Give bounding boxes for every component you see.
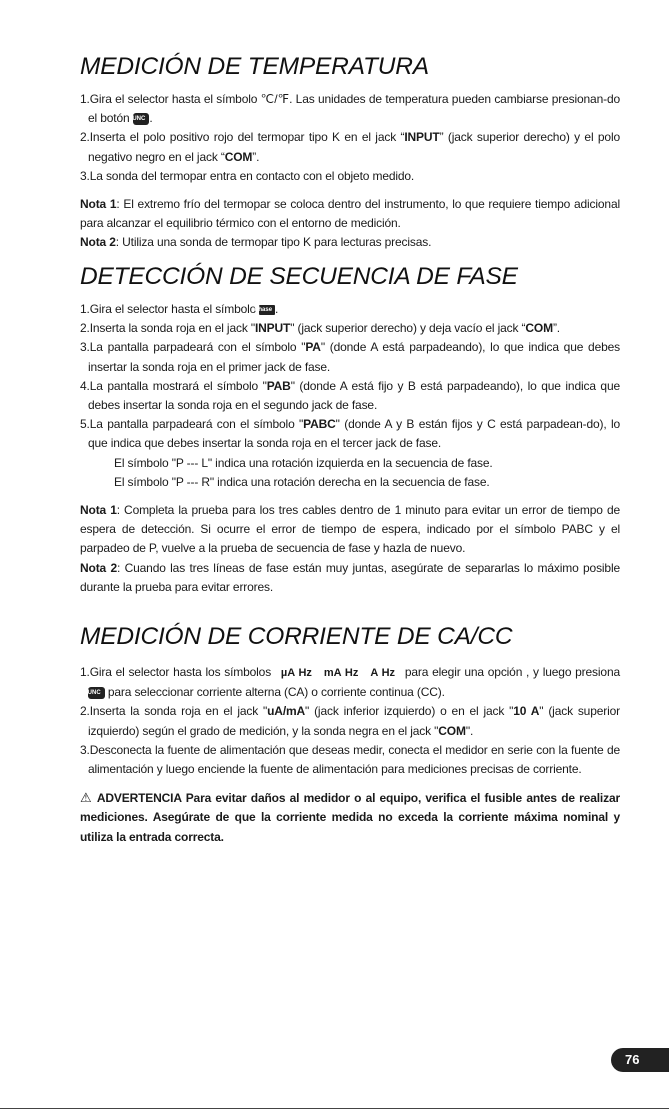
temp-step-3: 3.La sonda del termopar entra en contacto con el objeto medido.	[80, 168, 415, 183]
temp-note-2: Nota 2: Utiliza una sonda de termopar tipo K para lecturas precisas.	[80, 235, 432, 250]
func-button-icon: FUNC	[133, 113, 150, 125]
section-current	[80, 663, 620, 847]
amp-symbol-icon: A Hz	[370, 667, 396, 679]
phase-step-4: 4.La pantalla mostrará el símbolo "PAB" (donde A está fijo y B está parpadeando), lo que indica que debes insertar la sonda roja en el segundo jack de fase.	[80, 378, 620, 413]
current-step-3: 3.Desconecta la fuente de alimentación que deseas medir, conecta el medidor en serie con la fuente de alimentación y luego enciende la fuente de alimentación para mediciones precisas de corriente.	[80, 742, 620, 777]
milliamp-symbol-icon: mA Hz	[323, 667, 359, 679]
phase-symbol-icon: Phase	[259, 305, 275, 315]
phase-info-right: El símbolo "P --- R" indica una rotación derecha en la secuencia de fase.	[114, 474, 490, 489]
phase-note-2: Nota 2: Cuando las tres líneas de fase están muy juntas, asegúrate de separarlas lo máximo posible durante la prueba para evitar errores.	[80, 560, 620, 594]
footer-divider	[0, 1108, 669, 1109]
phase-step-3: 3.La pantalla parpadeará con el símbolo "PA" (donde A está parpadeando), lo que indica que debes insertar la sonda roja en el primer jack de fase.	[80, 340, 620, 374]
temp-step-1: 1.Gira el selector hasta el símbolo ℃/℉. Las unidades de temperatura pueden cambiarse presionan-do el botón FUNC .	[80, 92, 620, 126]
section-phase-sequence	[80, 300, 620, 597]
temp-step-2: 2.Inserta el polo positivo rojo del termopar tipo K en el jack “INPUT” (jack superior derecho) y el polo negativo negro en el jack “COM”.	[80, 130, 620, 164]
phase-note-1: Nota 1: Completa la prueba para los tres cables dentro de 1 minuto para evitar un error de tiempo de espera de detección. Si ocurre el error de tiempo de espera, indicado por el símbolo PABC y el parpadeo de P, vuelve a la prueba de secuencia de fase y hazla de nuevo.	[80, 503, 620, 556]
phase-step-1: 1.Gira el selector hasta el símbolo Phase .	[80, 302, 279, 316]
temp-note-1: Nota 1: El extremo frío del termopar se coloca dentro del instrumento, lo que requiere tiempo adicional para alcanzar el equilibrio térmico con el entorno de medición.	[80, 197, 620, 231]
heading-temperature: MEDICIÓN DE TEMPERATURA	[80, 53, 429, 80]
func-button-icon: FUNC	[88, 687, 105, 699]
warning-icon: ⚠	[80, 790, 93, 806]
phase-step-5: 5.La pantalla parpadeará con el símbolo "PABC" (donde A y B están fijos y C está parpadean-do), lo que indica que debes insertar la sonda roja en el tercer jack de fase.	[80, 417, 620, 451]
section-temperature	[80, 90, 620, 253]
microamp-symbol-icon: µA Hz	[280, 667, 312, 679]
heading-current: MEDICIÓN DE CORRIENTE DE CA/CC	[80, 623, 513, 650]
heading-phase-sequence: DETECCIÓN DE SECUENCIA DE FASE	[80, 263, 518, 290]
page-number: 76	[611, 1048, 669, 1072]
current-step-1: 1.Gira el selector hasta los símbolos µA Hz mA Hz A Hz para elegir una opción , y luego presiona FUNC para seleccionar corriente alterna (CA) o corriente continua (CC).	[80, 665, 620, 700]
current-step-2: 2.Inserta la sonda roja en el jack "uA/mA" (jack inferior izquierdo) o en el jack "10 A" (jack superior izquierdo) según el grado de medición, y la sonda negra en el jack "COM".	[80, 704, 620, 738]
phase-info-left: El símbolo "P --- L" indica una rotación izquierda en la secuencia de fase.	[114, 455, 493, 470]
phase-step-2: 2.Inserta la sonda roja en el jack "INPUT" (jack superior derecho) y deja vacío el jack “COM”.	[80, 321, 560, 336]
current-warning: ⚠ ADVERTENCIA Para evitar daños al medidor o al equipo, verifica el fusible antes de realizar mediciones. Asegúrate de que la corriente medida no exceda la corriente máxima nominal y utiliza la entrada correcta.	[80, 790, 620, 844]
